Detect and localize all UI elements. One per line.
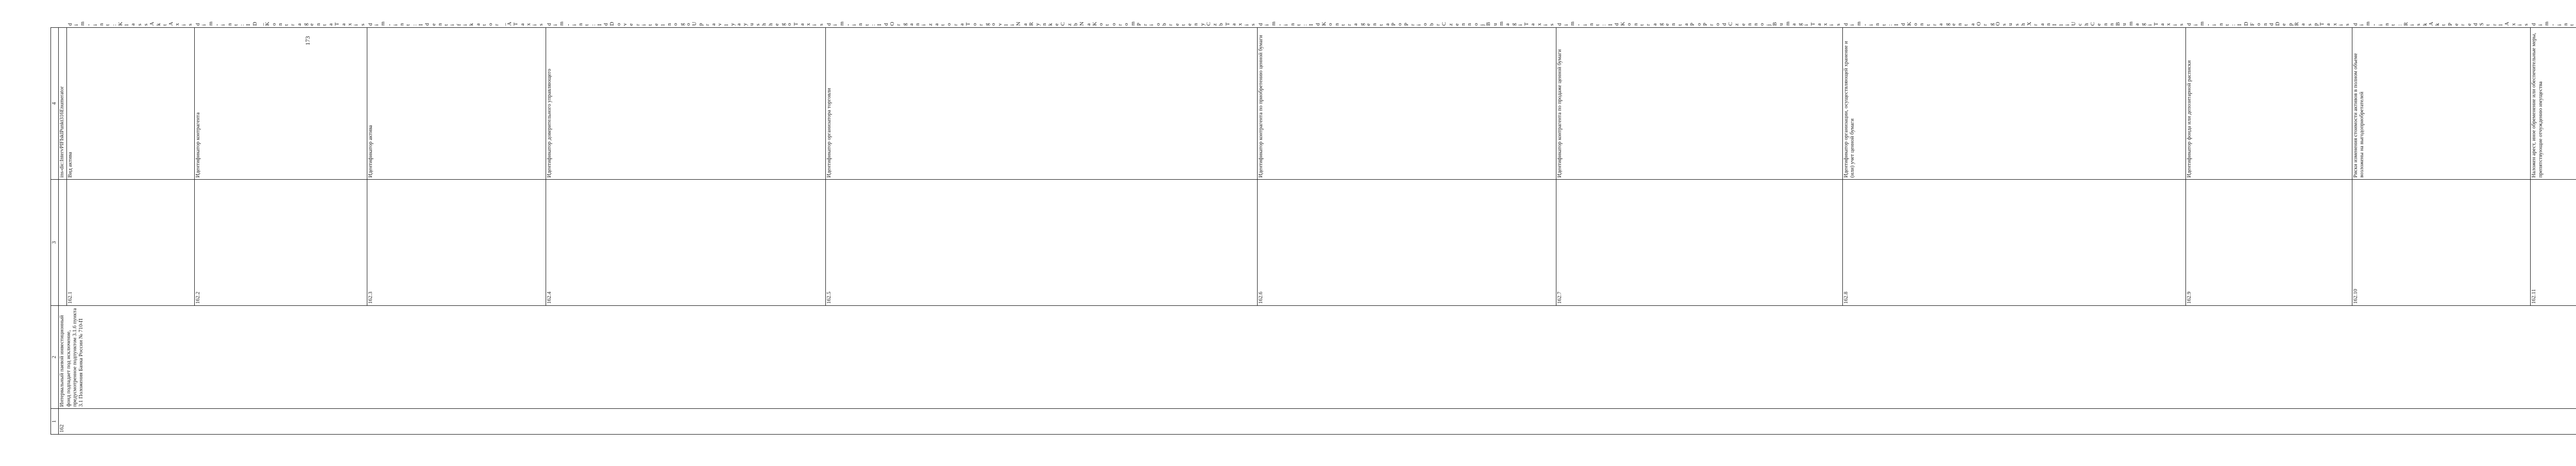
row-description: Идентификатор организатора торговли	[826, 28, 1258, 180]
row-code: 162.10	[2352, 180, 2531, 306]
table-row: 162.4 Идентификатор доверительного управляющего dim-int:IdDoveritelnogoUpravlyayushhegoTaxis	[546, 28, 825, 435]
header-col-2: 2	[51, 306, 59, 409]
row-name: Интервальный паевой инвестиционный фонд подпадает под исключение, предусмотренное подпунктом 3.1.6 пункта 3.1 Положения Банка России № 710-П	[59, 306, 2576, 409]
row-enumerator: ins-dic:IntervPIFIsklPunkt316Enumerator	[59, 28, 66, 180]
row-code: 162.11	[2531, 180, 2576, 306]
table-row-main	[59, 28, 66, 435]
table-row: 162.3 Идентификатор актива dim-int:Identifikator_ATaxis	[367, 28, 546, 435]
row-description: Идентификатор контрагента по приобретению ценной бумаги	[1258, 28, 1556, 180]
row-code: 162.6	[1258, 180, 1556, 306]
row-code: 162.4	[546, 180, 825, 306]
header-row	[51, 28, 59, 435]
row-code: 162.2	[195, 180, 367, 306]
table-row: 162.7 Идентификатор контрагента по продаже ценной бумаги dim-int:IdKontragentaPoProdCzennojBumagiTaxis	[1556, 28, 1843, 435]
header-col-1: 1	[51, 409, 59, 435]
row-code: 162.8	[1843, 180, 2186, 306]
table-row: 162.2 Идентификатор контрагента dim-int:ID_KontragentaTaxis	[195, 28, 367, 435]
row-description: Идентификатор организации, осуществляющей хранение и (или) учет ценной бумаги	[1843, 28, 2186, 180]
table-row: 162.9 Идентификатор фонда или депозитарной расписки dim-int:IDFondDepRaspTaxis	[2186, 28, 2352, 435]
row-description: Вид актива	[66, 28, 195, 180]
header-col-4: 4	[51, 28, 59, 180]
header-col-3: 3	[51, 180, 59, 306]
table-row: 162.11 Наложен арест, иное обременение или обеспечительные меры, препятствующие отчуждению имущества dim-int	[2531, 28, 2576, 435]
table-row: 162.5 Идентификатор организатора торговли dim-int:IdOrganizatoraTorgovliNaRynkeCzbNaKotoromPriobretenyCzbTaxis	[826, 28, 1258, 435]
row-description: Наложен арест, иное обременение или обеспечительные меры, препятствующие отчуждению имущества	[2531, 28, 2576, 180]
row-description: Риски изменения стоимости активов в полном объеме возложены на выгодоприобретателей	[2352, 28, 2531, 180]
row-empty-cell	[59, 180, 66, 306]
page-number: 173	[304, 36, 311, 45]
table-row: 162.6 Идентификатор контрагента по приобретению ценной бумаги dim-int:IdKontragentaPoPriobrCzennojBumagiTaxis	[1258, 28, 1556, 435]
table-row: 162.8 Идентификатор организации, осуществляющей хранение и (или) учет ценной бумаги dim-int:IdKontragentaOrgOsushXranIliUchCennBumagiTaxis	[1843, 28, 2186, 435]
row-code: 162.9	[2186, 180, 2352, 306]
row-description: Идентификатор актива	[367, 28, 546, 180]
row-code: 162.1	[66, 180, 195, 306]
row-description: Идентификатор доверительного управляющего	[546, 28, 825, 180]
row-description: Идентификатор контрагента по продаже ценной бумаги	[1556, 28, 1843, 180]
row-description: Идентификатор контрагента	[195, 28, 367, 180]
table-row: 162.10 Риски изменения стоимости активов в полном объеме возложены на выгодоприобретателей dim-int:RiskAktPeredStrlAxis	[2352, 28, 2531, 435]
row-code: 162.7	[1556, 180, 1843, 306]
data-table	[50, 21, 2576, 435]
row-code: 162.5	[826, 180, 1258, 306]
table-row: 162.1 Вид актива dim-int:KlassAktAxis	[66, 28, 195, 435]
row-description: Идентификатор фонда или депозитарной расписки	[2186, 28, 2352, 180]
row-code: 162.3	[367, 180, 546, 306]
row-code: 162	[59, 409, 2576, 435]
